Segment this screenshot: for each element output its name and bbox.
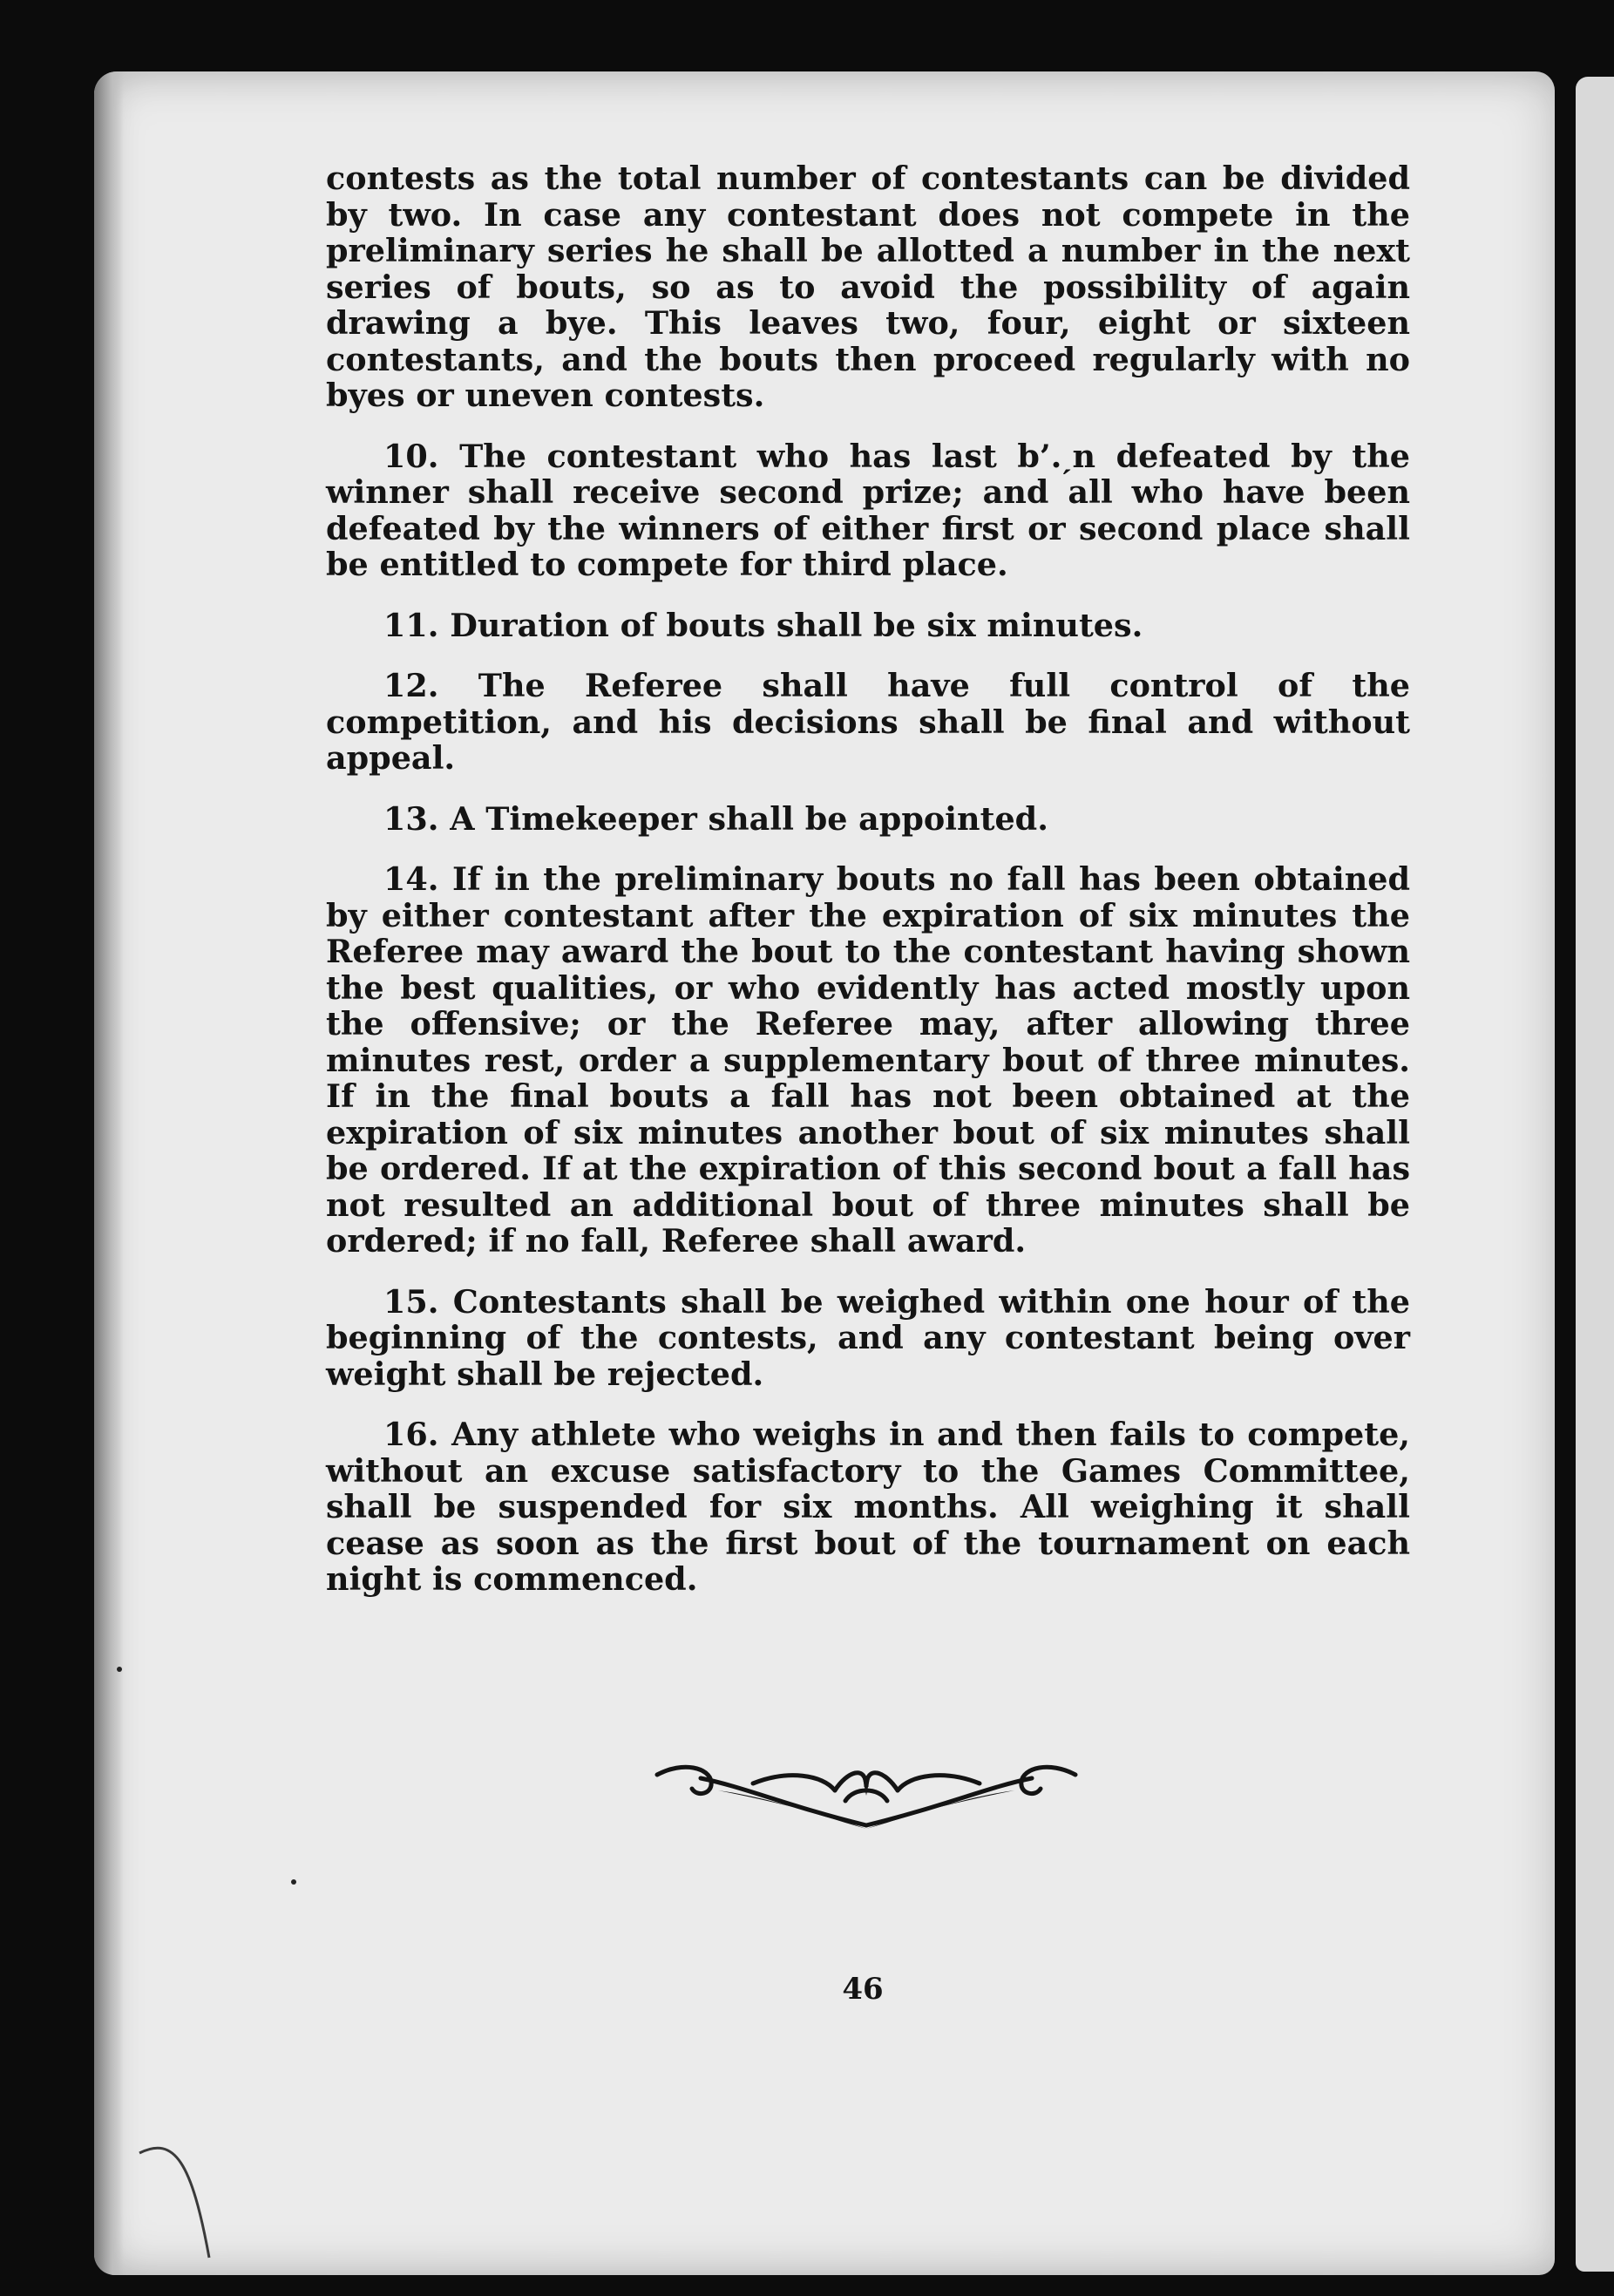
- page-binding-shadow: [94, 71, 124, 2275]
- scan-speck: [117, 1667, 122, 1672]
- paragraph-rule-11: 11. Duration of bouts shall be six minutes.: [383, 606, 1143, 644]
- paragraph-rule-12: 12. The Referee shall have full control of the competition, and his decisions shall be final and without appeal.: [326, 667, 1410, 777]
- page-corner-curl: [131, 2127, 235, 2266]
- page-number: 46: [842, 1972, 884, 2007]
- paragraph-rule-16: 16. Any athlete who weighs in and then fails to compete, without an excuse satisfactory to the Games Committee, shall be suspended for six months. All weighing it shall cease as soon as the first bout of the tournament on each night is commenced.: [326, 1416, 1410, 1598]
- rules-text-block: [326, 160, 1410, 1622]
- paragraph-rule-14: 14. If in the preliminary bouts no fall has been obtained by either contestant after the expiration of six minutes the Referee may award the bout to the contestant having shown the best qualities, or who evidently has acted mostly upon the offensive; or the Referee may, after allowing three minutes rest, order a supplementary bout of three minutes. If in the final bouts a fall has not been obtained at the expiration of six minutes another bout of six minutes shall be ordered. If at the expiration of this second bout a fall has not resulted an additional bout of three minutes shall be ordered; if no fall, Referee shall award.: [326, 860, 1410, 1260]
- paragraph-continuation: contests as the total number of contestants can be divided by two. In case any contestant does not compete in the preliminary series he shall be allotted a number in the next series of bouts, so as to avoid the possibility of again drawing a bye. This leaves two, four, eight or sixteen contestants, and the bouts then proceed regularly with no byes or uneven contests.: [326, 160, 1410, 414]
- adjacent-page-edge: [1576, 77, 1614, 2272]
- paragraph-rule-15: 15. Contestants shall be weighed within one hour of the beginning of the contests, and any contestant being over weight shall be rejected.: [326, 1282, 1410, 1393]
- paragraph-rule-10: 10. The contestant who has last b’.ˏn defeated by the winner shall receive second prize; and all who have been defeated by the winners of either first or second place shall be entitled to compete for third place.: [326, 437, 1410, 583]
- scan-speck: [291, 1879, 296, 1885]
- paragraph-rule-13: 13. A Timekeeper shall be appointed.: [383, 799, 1048, 838]
- decorative-scroll-ornament-icon: [648, 1752, 1084, 1831]
